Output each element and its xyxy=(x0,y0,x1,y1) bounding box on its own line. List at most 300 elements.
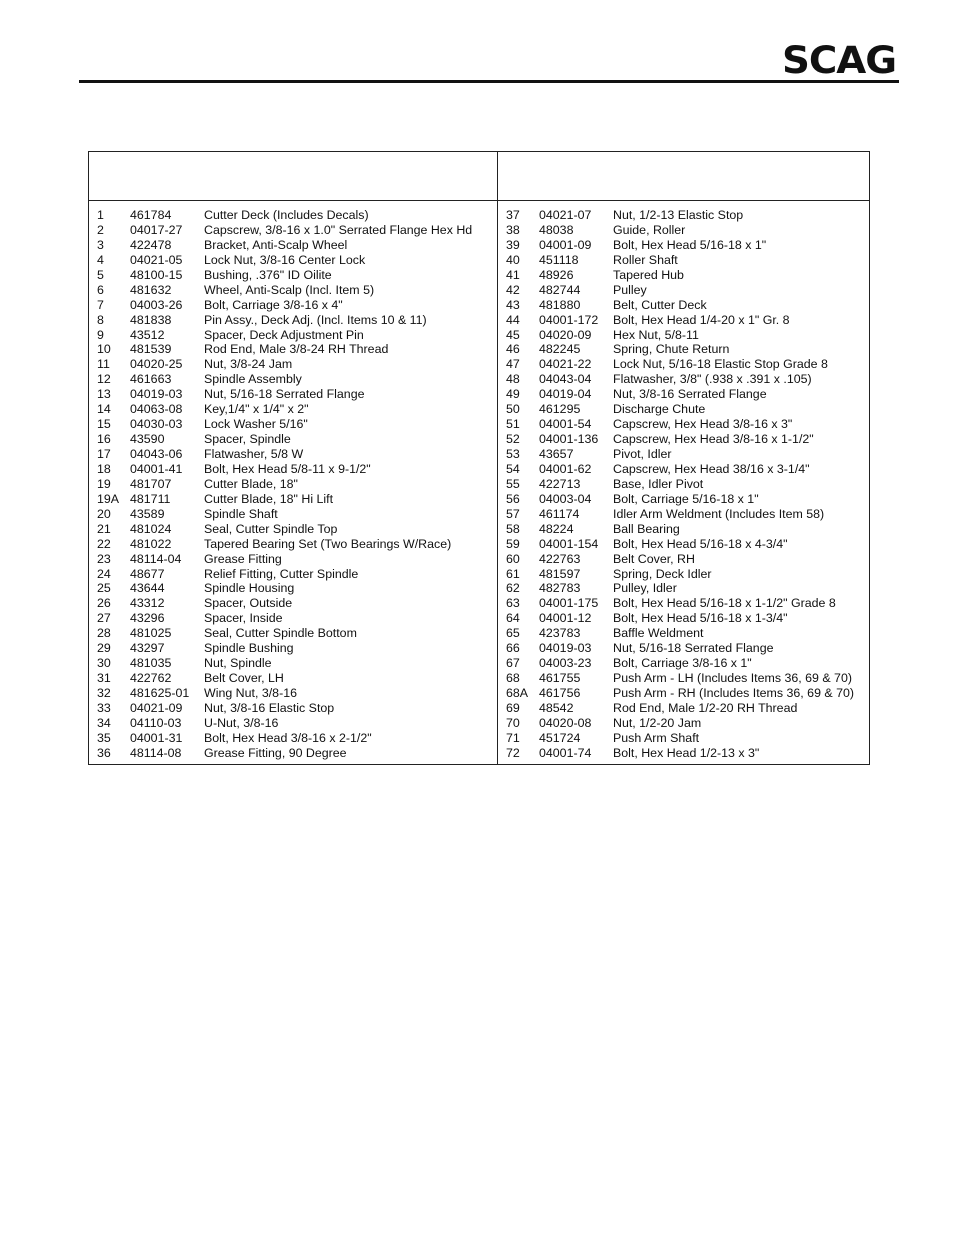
part-description: Idler Arm Weldment (Includes Item 58) xyxy=(613,506,825,521)
part-number: 04019-03 xyxy=(539,641,592,656)
ref-number: 16 xyxy=(97,432,111,447)
part-description: U-Nut, 3/8-16 xyxy=(204,715,279,730)
part-number: 04001-12 xyxy=(539,611,592,626)
ref-number: 67 xyxy=(506,656,520,671)
parts-row xyxy=(506,402,868,417)
part-number: 43589 xyxy=(130,506,165,521)
parts-row xyxy=(97,298,495,313)
part-description: Nut, 1/2-20 Jam xyxy=(613,715,702,730)
part-description: Grease Fitting, 90 Degree xyxy=(204,745,347,760)
part-description: Capscrew, 3/8-16 x 1.0" Serrated Flange Hex Hd xyxy=(204,222,473,237)
table-header-band xyxy=(89,152,869,201)
part-description: Pulley, Idler xyxy=(613,581,677,596)
parts-row xyxy=(97,671,495,686)
part-description: Nut, 3/8-16 Elastic Stop xyxy=(204,700,335,715)
ref-number: 36 xyxy=(97,745,111,760)
parts-row xyxy=(506,522,868,537)
part-number: 481022 xyxy=(130,536,172,551)
ref-number: 54 xyxy=(506,461,520,476)
part-description: Push Arm - RH (Includes Items 36, 69 & 70) xyxy=(613,686,855,700)
part-description: Bolt, Hex Head 1/2-13 x 3" xyxy=(613,745,760,760)
part-description: Pin Assy., Deck Adj. (Incl. Items 10 & 11) xyxy=(204,312,427,327)
parts-row xyxy=(97,313,495,328)
ref-number: 28 xyxy=(97,626,111,641)
parts-row xyxy=(506,701,868,716)
parts-row xyxy=(506,357,868,372)
ref-number: 8 xyxy=(97,312,104,327)
part-number: 48100-15 xyxy=(130,267,183,282)
parts-row xyxy=(97,716,495,731)
part-number: 461755 xyxy=(539,671,581,686)
parts-row xyxy=(97,283,495,298)
parts-row xyxy=(97,581,495,596)
parts-row xyxy=(506,387,868,402)
parts-row xyxy=(97,492,495,507)
parts-row xyxy=(506,462,868,477)
part-description: Wing Nut, 3/8-16 xyxy=(204,686,297,700)
ref-number: 24 xyxy=(97,566,111,581)
parts-row xyxy=(506,432,868,447)
ref-number: 18 xyxy=(97,461,111,476)
ref-number: 44 xyxy=(506,312,520,327)
part-description: Spindle Shaft xyxy=(204,506,278,521)
part-number: 04001-175 xyxy=(539,596,599,611)
ref-number: 12 xyxy=(97,372,111,387)
part-number: 451724 xyxy=(539,730,581,745)
parts-row xyxy=(97,537,495,552)
parts-row xyxy=(97,432,495,447)
part-description: Rod End, Male 3/8-24 RH Thread xyxy=(204,342,389,357)
part-number: 481025 xyxy=(130,626,172,641)
ref-number: 31 xyxy=(97,671,111,686)
ref-number: 38 xyxy=(506,222,520,237)
part-description: Spindle Assembly xyxy=(204,372,302,387)
ref-number: 61 xyxy=(506,566,520,581)
parts-row xyxy=(97,746,495,761)
ref-number: 50 xyxy=(506,402,520,417)
part-description: Nut, 5/16-18 Serrated Flange xyxy=(204,387,365,402)
part-description: Cutter Blade, 18" Hi Lift xyxy=(204,491,334,506)
ref-number: 29 xyxy=(97,641,111,656)
part-description: Nut, Spindle xyxy=(204,656,272,671)
part-number: 04043-06 xyxy=(130,447,183,461)
part-description: Bracket, Anti-Scalp Wheel xyxy=(204,237,348,252)
parts-row xyxy=(97,611,495,626)
parts-row xyxy=(506,238,868,253)
ref-number: 57 xyxy=(506,506,520,521)
parts-row xyxy=(506,447,868,462)
parts-row xyxy=(506,731,868,746)
ref-number: 64 xyxy=(506,611,520,626)
parts-row xyxy=(97,208,495,223)
part-number: 422762 xyxy=(130,671,172,686)
ref-number: 48 xyxy=(506,372,520,387)
part-description: Flatwasher, 3/8" (.938 x .391 x .105) xyxy=(613,372,812,387)
part-description: Spindle Bushing xyxy=(204,641,294,656)
ref-number: 26 xyxy=(97,596,111,611)
parts-row xyxy=(97,686,495,701)
part-description: Push Arm - LH (Includes Items 36, 69 & 70) xyxy=(613,671,852,686)
parts-row xyxy=(506,342,868,357)
ref-number: 66 xyxy=(506,641,520,656)
ref-number: 23 xyxy=(97,551,111,566)
parts-column-left xyxy=(97,208,495,761)
parts-row xyxy=(506,641,868,656)
part-description: Spring, Chute Return xyxy=(613,342,730,357)
part-description: Seal, Cutter Spindle Top xyxy=(204,521,338,536)
part-description: Base, Idler Pivot xyxy=(613,476,704,491)
scag-logo xyxy=(781,40,897,78)
part-number: 461784 xyxy=(130,208,172,222)
parts-row xyxy=(506,492,868,507)
part-description: Guide, Roller xyxy=(613,222,686,237)
part-number: 43296 xyxy=(130,611,165,626)
part-number: 04001-62 xyxy=(539,461,592,476)
part-number: 48038 xyxy=(539,222,574,237)
part-number: 461174 xyxy=(539,506,580,521)
part-description: Belt Cover, RH xyxy=(613,551,695,566)
part-number: 422713 xyxy=(539,476,581,491)
parts-row xyxy=(506,208,868,223)
ref-number: 43 xyxy=(506,297,520,312)
ref-number: 19A xyxy=(97,491,120,506)
part-description: Bolt, Hex Head 5/16-18 x 4-3/4" xyxy=(613,536,788,551)
parts-row xyxy=(97,656,495,671)
part-number: 451118 xyxy=(539,252,579,267)
parts-row xyxy=(97,507,495,522)
part-description: Capscrew, Hex Head 38/16 x 3-1/4" xyxy=(613,461,810,476)
parts-row xyxy=(506,372,868,387)
parts-row xyxy=(506,507,868,522)
part-description: Cutter Deck (Includes Decals) xyxy=(204,208,369,222)
parts-row xyxy=(97,552,495,567)
ref-number: 47 xyxy=(506,357,520,372)
parts-row xyxy=(506,283,868,298)
part-description: Relief Fitting, Cutter Spindle xyxy=(204,566,359,581)
part-number: 461663 xyxy=(130,372,172,387)
ref-number: 27 xyxy=(97,611,111,626)
part-number: 04001-154 xyxy=(539,536,599,551)
parts-row xyxy=(97,462,495,477)
ref-number: 14 xyxy=(97,402,111,417)
part-number: 481707 xyxy=(130,476,172,491)
parts-row xyxy=(97,641,495,656)
part-number: 461295 xyxy=(539,402,581,417)
ref-number: 25 xyxy=(97,581,111,596)
part-description: Nut, 3/8-16 Serrated Flange xyxy=(613,387,767,402)
ref-number: 7 xyxy=(97,297,104,312)
part-number: 43297 xyxy=(130,641,165,656)
part-description: Capscrew, Hex Head 3/8-16 x 3" xyxy=(613,417,793,432)
part-number: 04003-26 xyxy=(130,297,183,312)
part-description: Push Arm Shaft xyxy=(613,730,700,745)
parts-row xyxy=(506,626,868,641)
part-number: 48114-08 xyxy=(130,745,182,760)
ref-number: 56 xyxy=(506,491,520,506)
part-number: 481838 xyxy=(130,312,172,327)
part-number: 422478 xyxy=(130,237,172,252)
ref-number: 72 xyxy=(506,745,520,760)
part-description: Nut, 1/2-13 Elastic Stop xyxy=(613,208,744,222)
ref-number: 65 xyxy=(506,626,520,641)
ref-number: 4 xyxy=(97,252,104,267)
part-number: 48926 xyxy=(539,267,574,282)
ref-number: 3 xyxy=(97,237,104,252)
part-number: 04003-23 xyxy=(539,656,592,671)
ref-number: 42 xyxy=(506,282,520,297)
part-number: 481035 xyxy=(130,656,172,671)
parts-row xyxy=(506,671,868,686)
part-description: Tapered Bearing Set (Two Bearings W/Race) xyxy=(204,536,452,551)
parts-row xyxy=(506,686,868,701)
part-number: 48114-04 xyxy=(130,551,182,566)
ref-number: 2 xyxy=(97,222,104,237)
parts-row xyxy=(97,477,495,492)
part-description: Hex Nut, 5/8-11 xyxy=(613,327,699,342)
part-number: 482744 xyxy=(539,282,581,297)
part-number: 481597 xyxy=(539,566,581,581)
ref-number: 51 xyxy=(506,417,520,432)
ref-number: 13 xyxy=(97,387,111,402)
ref-number: 22 xyxy=(97,536,111,551)
part-number: 481632 xyxy=(130,282,172,297)
ref-number: 33 xyxy=(97,700,111,715)
parts-row xyxy=(97,357,495,372)
part-number: 04020-25 xyxy=(130,357,183,372)
part-description: Cutter Blade, 18" xyxy=(204,476,298,491)
ref-number: 10 xyxy=(97,342,111,357)
part-number: 04019-03 xyxy=(130,387,183,402)
part-description: Flatwasher, 5/8 W xyxy=(204,447,304,461)
part-number: 04021-09 xyxy=(130,700,183,715)
part-number: 43312 xyxy=(130,596,165,611)
part-number: 04001-41 xyxy=(130,461,183,476)
ref-number: 9 xyxy=(97,327,104,342)
part-number: 461756 xyxy=(539,686,581,700)
ref-number: 62 xyxy=(506,581,520,596)
part-description: Lock Nut, 5/16-18 Elastic Stop Grade 8 xyxy=(613,357,828,372)
part-number: 04019-04 xyxy=(539,387,592,402)
ref-number: 32 xyxy=(97,686,111,700)
part-description: Pivot, Idler xyxy=(613,447,672,461)
part-description: Bolt, Hex Head 3/8-16 x 2-1/2" xyxy=(204,730,372,745)
part-number: 04021-07 xyxy=(539,208,592,222)
part-description: Bolt, Hex Head 5/16-18 x 1-3/4" xyxy=(613,611,788,626)
ref-number: 59 xyxy=(506,536,520,551)
ref-number: 15 xyxy=(97,417,111,432)
part-number: 481539 xyxy=(130,342,172,357)
part-number: 43657 xyxy=(539,447,574,461)
part-number: 43644 xyxy=(130,581,165,596)
ref-number: 46 xyxy=(506,342,520,357)
parts-row xyxy=(97,238,495,253)
part-number: 481880 xyxy=(539,297,581,312)
part-description: Bushing, .376" ID Oilite xyxy=(204,267,332,282)
part-number: 04003-04 xyxy=(539,491,592,506)
parts-row xyxy=(97,596,495,611)
ref-number: 53 xyxy=(506,447,520,461)
part-description: Spacer, Inside xyxy=(204,611,283,626)
part-description: Ball Bearing xyxy=(613,521,680,536)
part-number: 423783 xyxy=(539,626,581,641)
ref-number: 19 xyxy=(97,476,111,491)
part-description: Key,1/4" x 1/4" x 2" xyxy=(204,402,309,417)
parts-row xyxy=(97,328,495,343)
ref-number: 41 xyxy=(506,267,520,282)
part-description: Grease Fitting xyxy=(204,551,282,566)
parts-row xyxy=(506,223,868,238)
part-description: Capscrew, Hex Head 3/8-16 x 1-1/2" xyxy=(613,432,814,447)
part-description: Tapered Hub xyxy=(613,267,684,282)
ref-number: 39 xyxy=(506,237,520,252)
ref-number: 68 xyxy=(506,671,520,686)
part-number: 04043-04 xyxy=(539,372,592,387)
part-description: Bolt, Carriage 3/8-16 x 1" xyxy=(613,656,752,671)
parts-row xyxy=(506,313,868,328)
ref-number: 68A xyxy=(506,686,529,700)
parts-row xyxy=(506,552,868,567)
part-number: 04001-31 xyxy=(130,730,183,745)
ref-number: 34 xyxy=(97,715,111,730)
part-number: 482783 xyxy=(539,581,581,596)
parts-list-table xyxy=(88,151,870,765)
ref-number: 52 xyxy=(506,432,520,447)
ref-number: 1 xyxy=(97,208,104,222)
part-number: 04001-172 xyxy=(539,312,599,327)
part-number: 04020-09 xyxy=(539,327,592,342)
parts-row xyxy=(97,223,495,238)
part-description: Lock Washer 5/16" xyxy=(204,417,308,432)
part-description: Bolt, Carriage 3/8-16 x 4" xyxy=(204,297,343,312)
parts-row xyxy=(97,417,495,432)
parts-row xyxy=(97,522,495,537)
parts-row xyxy=(506,537,868,552)
parts-row xyxy=(506,328,868,343)
part-description: Rod End, Male 1/2-20 RH Thread xyxy=(613,700,798,715)
ref-number: 71 xyxy=(506,730,520,745)
part-description: Spacer, Spindle xyxy=(204,432,291,447)
part-number: 43590 xyxy=(130,432,165,447)
part-description: Bolt, Hex Head 5/8-11 x 9-1/2" xyxy=(204,461,371,476)
part-description: Roller Shaft xyxy=(613,252,678,267)
parts-row xyxy=(97,372,495,387)
ref-number: 21 xyxy=(97,521,111,536)
parts-row xyxy=(97,342,495,357)
part-number: 481024 xyxy=(130,521,172,536)
ref-number: 63 xyxy=(506,596,520,611)
parts-row xyxy=(506,596,868,611)
ref-number: 40 xyxy=(506,252,520,267)
part-number: 422763 xyxy=(539,551,581,566)
ref-number: 49 xyxy=(506,387,520,402)
parts-row xyxy=(97,567,495,582)
part-number: 04020-08 xyxy=(539,715,592,730)
part-number: 04001-09 xyxy=(539,237,592,252)
part-number: 04001-54 xyxy=(539,417,592,432)
ref-number: 55 xyxy=(506,476,520,491)
parts-row xyxy=(506,716,868,731)
ref-number: 6 xyxy=(97,282,104,297)
part-number: 482245 xyxy=(539,342,581,357)
parts-row xyxy=(97,253,495,268)
part-description: Pulley xyxy=(613,282,647,297)
part-number: 48677 xyxy=(130,566,165,581)
ref-number: 5 xyxy=(97,267,104,282)
part-number: 48224 xyxy=(539,521,574,536)
svg-text:SCAG: SCAG xyxy=(782,40,896,78)
ref-number: 70 xyxy=(506,715,520,730)
ref-number: 11 xyxy=(97,357,110,372)
part-description: Spacer, Outside xyxy=(204,596,293,611)
part-number: 481711 xyxy=(130,491,171,506)
part-number: 04001-74 xyxy=(539,745,592,760)
parts-row xyxy=(97,447,495,462)
column-divider xyxy=(497,152,498,764)
part-number: 04001-136 xyxy=(539,432,599,447)
parts-row xyxy=(506,611,868,626)
ref-number: 45 xyxy=(506,327,520,342)
part-description: Nut, 5/16-18 Serrated Flange xyxy=(613,641,774,656)
ref-number: 35 xyxy=(97,730,111,745)
ref-number: 20 xyxy=(97,506,111,521)
ref-number: 60 xyxy=(506,551,520,566)
part-description: Bolt, Hex Head 1/4-20 x 1" Gr. 8 xyxy=(613,312,790,327)
parts-row xyxy=(97,731,495,746)
part-description: Nut, 3/8-24 Jam xyxy=(204,357,293,372)
parts-row xyxy=(97,387,495,402)
part-number: 04021-05 xyxy=(130,252,183,267)
parts-row xyxy=(506,567,868,582)
part-number: 48542 xyxy=(539,700,574,715)
part-number: 04110-03 xyxy=(130,715,182,730)
part-number: 43512 xyxy=(130,327,165,342)
part-description: Bolt, Carriage 5/16-18 x 1" xyxy=(613,491,759,506)
part-description: Bolt, Hex Head 5/16-18 x 1-1/2" Grade 8 xyxy=(613,596,836,611)
part-description: Discharge Chute xyxy=(613,402,706,417)
ref-number: 37 xyxy=(506,208,520,222)
part-number: 481625-01 xyxy=(130,686,190,700)
ref-number: 69 xyxy=(506,700,520,715)
parts-row xyxy=(97,402,495,417)
part-description: Baffle Weldment xyxy=(613,626,704,641)
ref-number: 58 xyxy=(506,521,520,536)
ref-number: 17 xyxy=(97,447,111,461)
ref-number: 30 xyxy=(97,656,111,671)
header-rule xyxy=(79,80,899,83)
part-description: Seal, Cutter Spindle Bottom xyxy=(204,626,357,641)
parts-row xyxy=(506,746,868,761)
parts-row xyxy=(506,268,868,283)
part-number: 04030-03 xyxy=(130,417,183,432)
parts-row xyxy=(506,253,868,268)
part-number: 04021-22 xyxy=(539,357,592,372)
part-number: 04063-08 xyxy=(130,402,183,417)
part-description: Wheel, Anti-Scalp (Incl. Item 5) xyxy=(204,282,375,297)
parts-row xyxy=(506,417,868,432)
parts-row xyxy=(97,626,495,641)
parts-row xyxy=(97,268,495,283)
part-description: Spacer, Deck Adjustment Pin xyxy=(204,327,364,342)
part-description: Belt, Cutter Deck xyxy=(613,297,707,312)
part-number: 04017-27 xyxy=(130,222,183,237)
scag-logo-graphic xyxy=(781,40,897,78)
parts-row xyxy=(506,298,868,313)
part-description: Spindle Housing xyxy=(204,581,295,596)
part-description: Lock Nut, 3/8-16 Center Lock xyxy=(204,252,366,267)
parts-row xyxy=(506,656,868,671)
part-description: Spring, Deck Idler xyxy=(613,566,712,581)
part-description: Belt Cover, LH xyxy=(204,671,284,686)
